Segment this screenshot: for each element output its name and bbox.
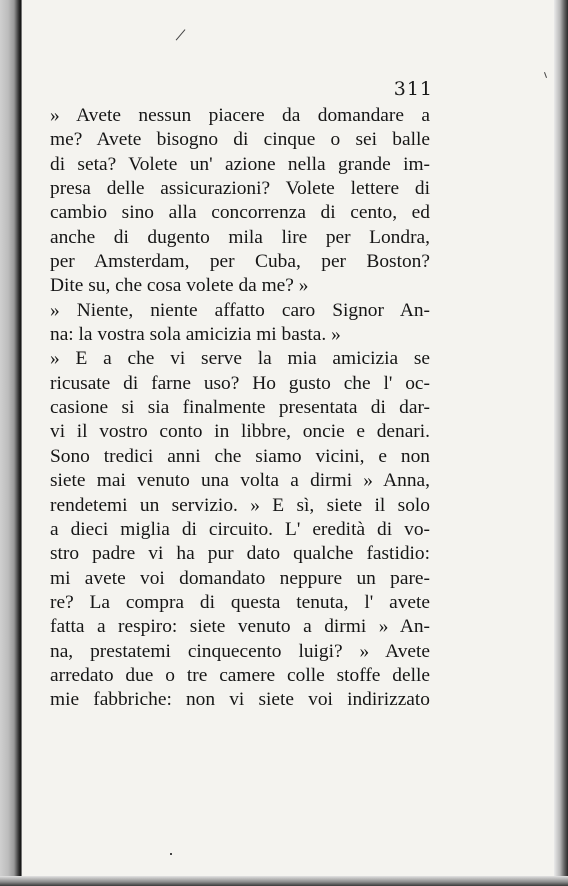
text-line: casione si sia finalmente presentata di dar- bbox=[50, 397, 430, 419]
text-line: per Amsterdam, per Cuba, per Boston? bbox=[50, 251, 430, 273]
text-line: cambio sino alla concorrenza di cento, ed bbox=[50, 202, 430, 224]
text-line: » Niente, niente affatto caro Signor An- bbox=[50, 299, 430, 321]
page-number: 311 bbox=[393, 78, 433, 100]
text-line: siete mai venuto una volta a dirmi » Anna, bbox=[50, 470, 430, 492]
page-binding-edge bbox=[0, 0, 22, 886]
text-line: Dite su, che cosa volete da me? » bbox=[50, 275, 309, 297]
text-line: na: la vostra sola amicizia mi basta. » bbox=[50, 324, 341, 346]
page-bottom-edge bbox=[0, 876, 568, 886]
text-line: na, prestatemi cinquecento luigi? » Avete bbox=[50, 640, 430, 662]
text-line: fatta a respiro: siete venuto a dirmi » An- bbox=[50, 616, 430, 638]
text-line: rendetemi un servizio. » E sì, siete il solo bbox=[50, 494, 430, 516]
text-line: me? Avete bisogno di cinque o sei balle bbox=[50, 129, 430, 151]
text-line: arredato due o tre camere colle stoffe delle bbox=[50, 664, 430, 686]
body-text bbox=[50, 104, 430, 713]
text-line: vi il vostro conto in libbre, oncie e denari. bbox=[50, 421, 430, 443]
text-line: anche di dugento mila lire per Londra, bbox=[50, 226, 430, 248]
page-right-edge bbox=[554, 0, 568, 886]
text-line: mie fabbriche: non vi siete voi indirizzato bbox=[50, 689, 430, 711]
ink-speck bbox=[176, 29, 186, 41]
text-line: presa delle assicurazioni? Volete lettere di bbox=[50, 178, 430, 200]
text-line: » E a che vi serve la mia amicizia se bbox=[50, 348, 430, 370]
text-line: stro padre vi ha pur dato qualche fastidio: bbox=[50, 543, 430, 565]
text-line: a dieci miglia di circuito. L' eredità di vo- bbox=[50, 518, 430, 540]
ink-speck bbox=[170, 853, 172, 855]
ink-speck bbox=[544, 72, 547, 78]
text-line: » Avete nessun piacere da domandare a bbox=[50, 105, 430, 126]
text-line: di seta? Volete un' azione nella grande im- bbox=[50, 153, 430, 175]
text-line: ricusate di farne uso? Ho gusto che l' oc- bbox=[50, 372, 430, 394]
text-line: Sono tredici anni che siamo vicini, e non bbox=[50, 445, 430, 467]
text-line: mi avete voi domandato neppure un pare- bbox=[50, 567, 430, 589]
text-line: re? La compra di questa tenuta, l' avete bbox=[50, 591, 430, 613]
